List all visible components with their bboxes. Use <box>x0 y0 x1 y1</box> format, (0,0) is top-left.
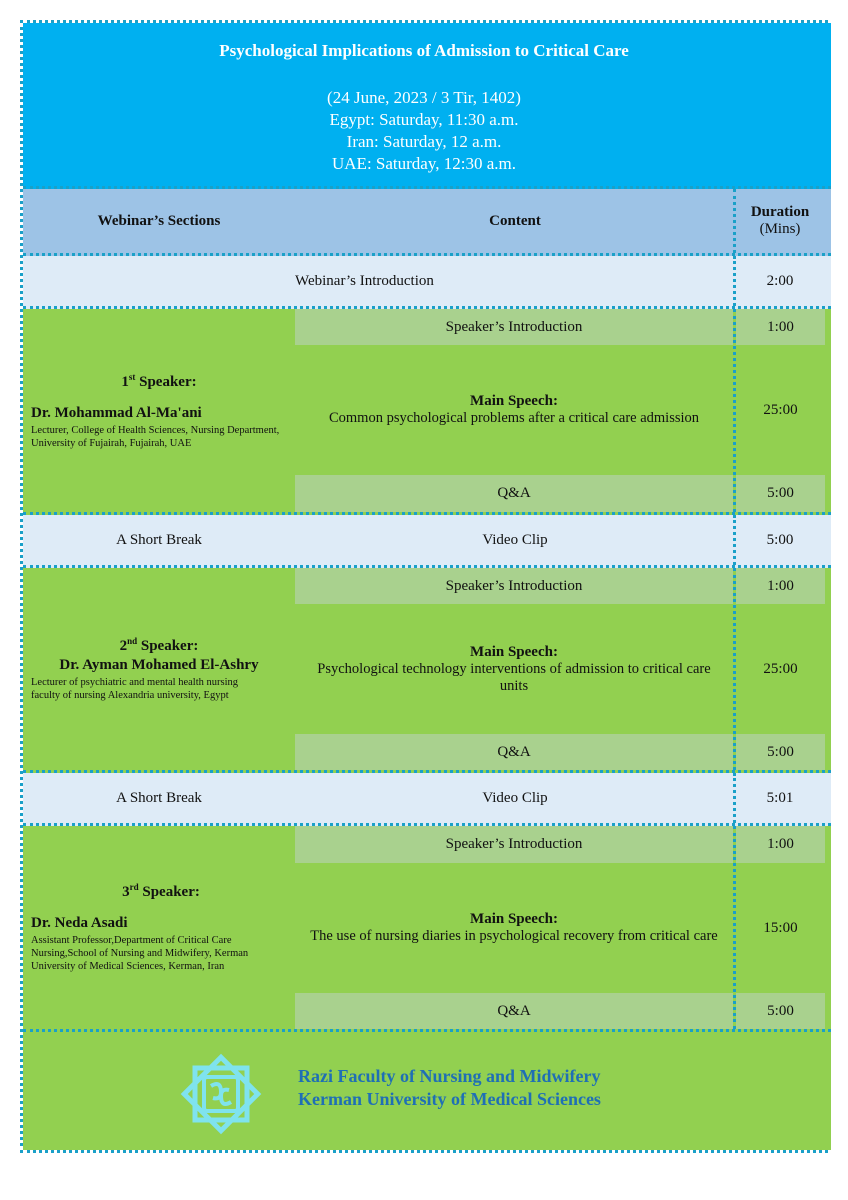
speaker-3-block <box>23 826 831 1032</box>
speaker-2-label: 2nd Speaker: <box>119 636 199 654</box>
speaker-2-affiliation: Lecturer of psychiatric and mental health nursing faculty of nursing Alexandria university, Egypt <box>31 677 239 701</box>
speaker-1-qa: Q&A <box>295 475 733 512</box>
intro-duration: 2:00 <box>766 272 794 289</box>
footer-block <box>23 1032 831 1150</box>
column-header-duration <box>735 189 825 253</box>
webinar-date: (24 June, 2023 / 3 Tir, 1402) <box>327 88 521 107</box>
speaker-1-main-duration: 25:00 <box>763 401 798 418</box>
break-2-duration: 5:01 <box>766 789 794 806</box>
speaker-2-main-label: Main Speech: <box>470 643 558 660</box>
speaker-3-main <box>295 863 733 993</box>
time-egypt: Egypt: Saturday, 11:30 a.m. <box>329 110 519 129</box>
speaker-1-main <box>295 345 733 475</box>
speaker-1-main-label: Main Speech: <box>470 393 558 409</box>
time-iran: Iran: Saturday, 12 a.m. <box>346 132 502 151</box>
intro-row <box>23 256 831 309</box>
speaker-1-main-text: Common psychological problems after a critical care admission <box>328 410 700 426</box>
break-2-row <box>23 773 831 826</box>
speaker-3-main-label: Main Speech: <box>470 911 558 927</box>
column-header-row <box>23 189 831 256</box>
footer-line-2: Kerman University of Medical Sciences <box>298 1089 601 1109</box>
column-header-sections: Webinar’s Sections <box>97 212 221 229</box>
break-2-content: Video Clip <box>482 789 548 806</box>
speaker-2-qa-duration: 5:00 <box>736 734 825 770</box>
title-block <box>23 23 831 189</box>
speaker-3-label: 3rd Speaker: <box>122 882 200 900</box>
break-1-section: A Short Break <box>116 531 202 548</box>
speaker-1-qa-duration: 5:00 <box>736 475 825 512</box>
break-1-row <box>23 515 831 568</box>
speaker-3-intro-duration: 1:00 <box>736 826 825 863</box>
column-header-content: Content <box>489 212 541 229</box>
break-2-section: A Short Break <box>116 789 202 806</box>
speaker-1-info <box>23 309 295 512</box>
speaker-1-block <box>23 309 831 515</box>
speaker-1-affiliation: Lecturer, College of Health Sciences, Nursing Department, University of Fujairah, Fujairah, UAE <box>31 424 280 449</box>
speaker-1-intro: Speaker’s Introduction <box>295 309 733 345</box>
speaker-2-main-text: Psychological technology interventions of admission to critical care units <box>317 660 711 694</box>
speaker-3-info <box>23 826 295 1029</box>
speaker-3-intro: Speaker’s Introduction <box>295 826 733 863</box>
footer-text <box>298 1065 601 1111</box>
time-uae: UAE: Saturday, 12:30 a.m. <box>332 154 516 173</box>
speaker-1-name: Dr. Mohammad Al-Ma'ani <box>31 404 202 421</box>
speaker-3-main-duration: 15:00 <box>763 919 798 936</box>
speaker-2-qa: Q&A <box>295 734 733 770</box>
duration-label: Duration <box>750 204 810 220</box>
speaker-3-affiliation: Assistant Professor,Department of Critical Care Nursing,School of Nursing and Midwifery, Kerman University of Medical Sciences, Kerman, Iran <box>31 935 249 972</box>
break-1-duration: 5:00 <box>766 531 794 548</box>
agenda-table <box>20 20 828 1153</box>
speaker-2-name: Dr. Ayman Mohamed El-Ashry <box>59 657 259 673</box>
speaker-3-name: Dr. Neda Asadi <box>31 915 128 931</box>
webinar-title: Psychological Implications of Admission to Critical Care <box>219 41 629 60</box>
speaker-2-intro-duration: 1:00 <box>736 568 825 604</box>
speaker-3-qa: Q&A <box>295 993 733 1029</box>
speaker-3-main-text: The use of nursing diaries in psychological recovery from critical care <box>310 928 718 944</box>
speaker-2-intro: Speaker’s Introduction <box>295 568 733 604</box>
speaker-2-main <box>295 604 733 734</box>
intro-content: Webinar’s Introduction <box>295 272 434 289</box>
duration-unit: (Mins) <box>759 221 801 237</box>
speaker-1-label: 1st Speaker: <box>121 371 197 390</box>
speaker-1-intro-duration: 1:00 <box>736 309 825 345</box>
speaker-2-info <box>23 568 295 770</box>
footer-line-1: Razi Faculty of Nursing and Midwifery <box>298 1066 601 1086</box>
speaker-2-block <box>23 568 831 773</box>
speaker-3-qa-duration: 5:00 <box>736 993 825 1029</box>
speaker-2-main-duration: 25:00 <box>763 660 798 677</box>
break-1-content: Video Clip <box>482 531 548 548</box>
razi-faculty-logo-icon <box>173 1046 269 1142</box>
